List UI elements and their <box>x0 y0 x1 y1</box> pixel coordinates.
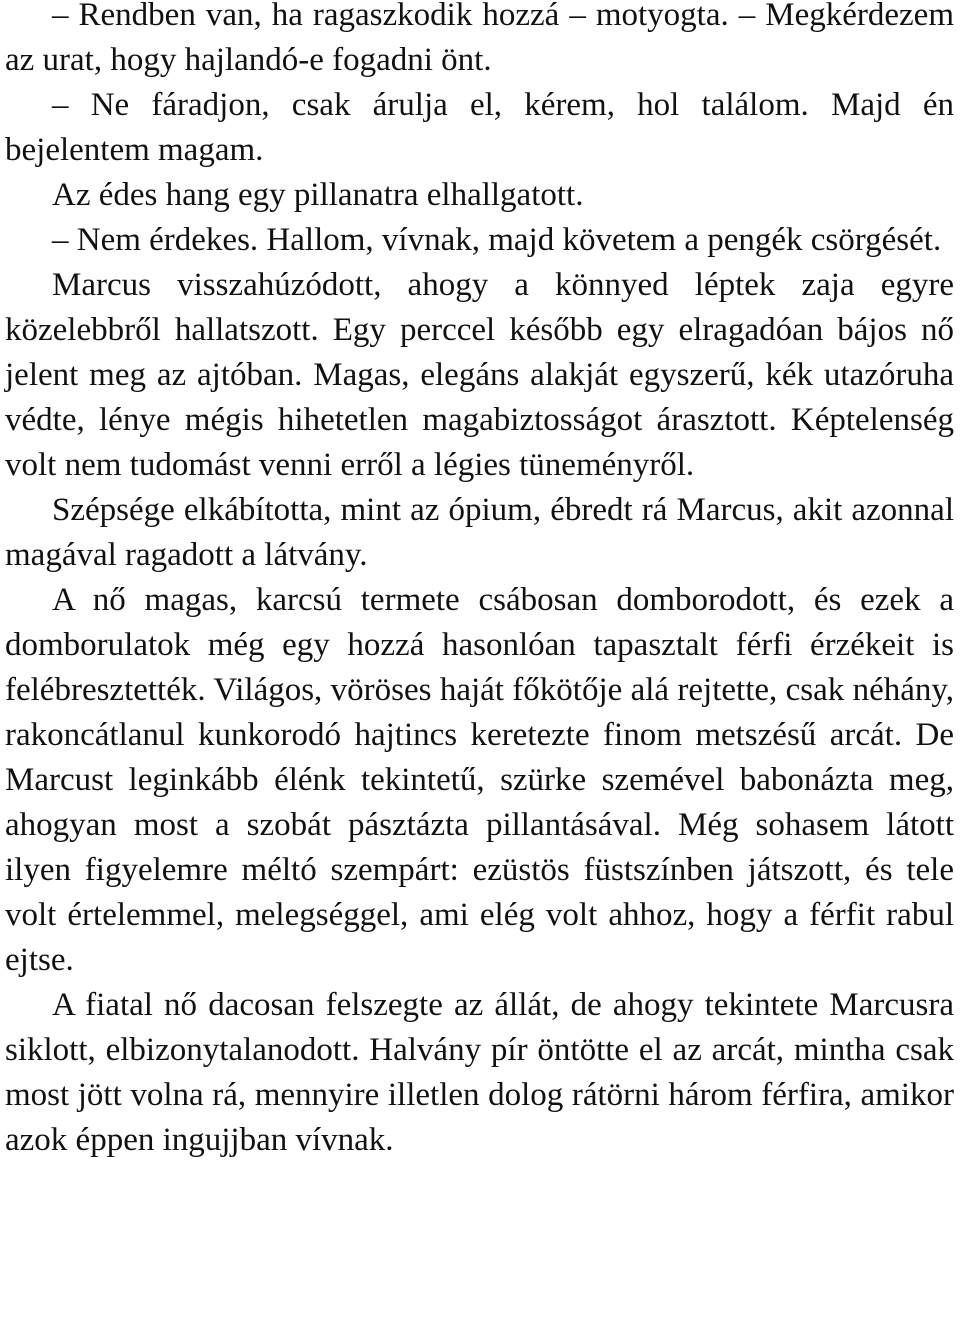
paragraph-3: Az édes hang egy pillanatra elhallgatott. <box>52 177 584 213</box>
paragraph-4: – Nem érdekes. Hallom, vívnak, majd követem a pengék csörgését. <box>52 222 942 258</box>
paragraph-6: Szépsége elkábította, mint az ópium, ébredt rá Marcus, akit azonnal magával ragadott a látvány. <box>5 492 954 573</box>
paragraph-8: A fiatal nő dacosan felszegte az állát, de ahogy tekintete Marcusra siklott, elbizonytalanodott. Halvány pír öntötte el az arcát, mintha csak most jött volna rá, mennyire illetlen dolog rátörni három férfira, amikor azok éppen ingujjban vívnak. <box>5 987 954 1158</box>
paragraph-1: – Rendben van, ha ragaszkodik hozzá – motyogta. – Megkérdezem az urat, hogy hajlandó-e fogadni önt. <box>5 0 954 78</box>
paragraph-7: A nő magas, karcsú termete csábosan domborodott, és ezek a domborulatok még egy hozzá hasonlóan tapasztalt férfi érzékeit is felébresztették. Világos, vöröses haját főkötője alá rejtette, csak néhány, rakoncátlanul kunkorodó hajtincs keretezte finom metszésű arcát. De Marcust leginkább élénk tekintetű, szürke szemével babonázta meg, ahogyan most a szobát pásztázta pillantásával. Még sohasem látott ilyen figyelemre méltó szempárt: ezüstös füstszínben játszott, és tele volt értelemmel, melegséggel, ami elég volt ahhoz, hogy a férfit rabul ejtse. <box>5 582 954 978</box>
paragraph-5: Marcus visszahúzódott, ahogy a könnyed léptek zaja egyre közelebbről hallatszott. Egy perccel később egy elragadóan bájos nő jelent meg az ajtóban. Magas, elegáns alakját egyszerű, kék utazóruha védte, lénye mégis hihetetlen magabiztosságot árasztott. Képtelenség volt nem tudomást venni erről a légies tüneményről. <box>5 267 954 483</box>
paragraph-2: – Ne fáradjon, csak árulja el, kérem, hol találom. Majd én bejelentem magam. <box>5 87 954 168</box>
